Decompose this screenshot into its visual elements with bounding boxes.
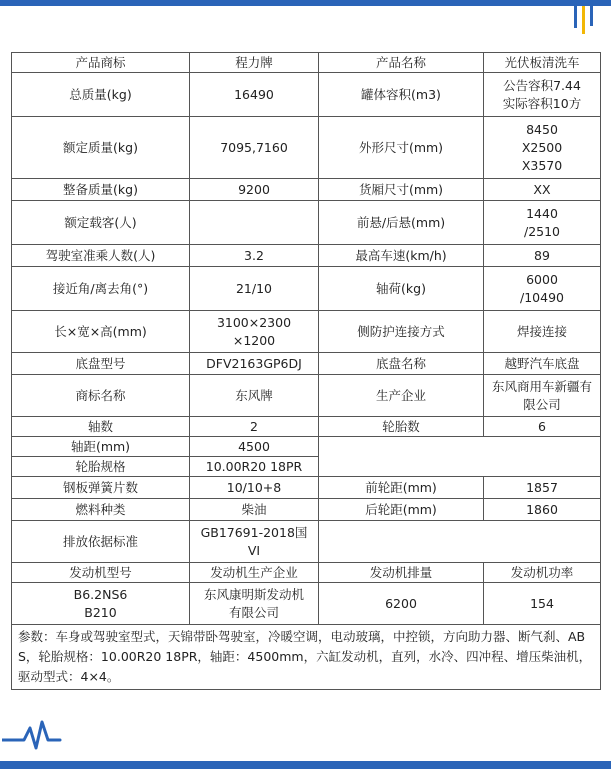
table-cell: 轴荷(kg): [319, 267, 484, 311]
table-cell: 罐体容积(m3): [319, 73, 484, 117]
table-cell: B6.2NS6 B210: [12, 583, 190, 625]
table-cell: 1440 /2510: [484, 201, 601, 245]
table-cell: 生产企业: [319, 375, 484, 417]
table-cell: 燃料种类: [12, 499, 190, 521]
table-cell: 1860: [484, 499, 601, 521]
table-cell: 发动机排量: [319, 563, 484, 583]
table-cell: 前轮距(mm): [319, 477, 484, 499]
table-row: [12, 179, 601, 201]
table-row: [12, 117, 601, 179]
table-row: [12, 201, 601, 245]
table-cell: 6000 /10490: [484, 267, 601, 311]
table-row: [12, 245, 601, 267]
table-cell: 1857: [484, 477, 601, 499]
table-row: [12, 563, 601, 583]
table-row: [12, 625, 601, 690]
table-row: [12, 311, 601, 353]
notes-cell: 参数：车身或驾驶室型式，天锦带卧驾驶室，冷暖空调，电动玻璃，中控锁，方向助力器、断气刹、ABS，轮胎规格：10.00R20 18PR，轴距：4500mm，六缸发动机，直列，水冷、四冲程、增压柴油机，驱动型式：4×4。: [12, 625, 601, 690]
table-cell: 货厢尺寸(mm): [319, 179, 484, 201]
table-cell: 89: [484, 245, 601, 267]
table-cell: 柴油: [190, 499, 319, 521]
table-cell: 排放依据标准: [12, 521, 190, 563]
table-cell: 21/10: [190, 267, 319, 311]
table-cell: 侧防护连接方式: [319, 311, 484, 353]
table-row: [12, 53, 601, 73]
bars-icon: [568, 6, 604, 34]
table-cell: 光伏板清洗车: [484, 53, 601, 73]
table-row: [12, 375, 601, 417]
table-cell: [190, 201, 319, 245]
table-cell: 东风康明斯发动机 有限公司: [190, 583, 319, 625]
table-cell: 最高车速(km/h): [319, 245, 484, 267]
table-cell: XX: [484, 179, 601, 201]
table-cell: 商标名称: [12, 375, 190, 417]
table-cell: 东风牌: [190, 375, 319, 417]
table-cell: 轮胎数: [319, 417, 484, 437]
table-cell: 8450 X2500 X3570: [484, 117, 601, 179]
table-cell: 底盘名称: [319, 353, 484, 375]
top-accent-bar: [0, 0, 611, 6]
table-cell: 后轮距(mm): [319, 499, 484, 521]
table-cell: [319, 437, 601, 477]
table-cell: 3100×2300 ×1200: [190, 311, 319, 353]
table-row: [12, 437, 601, 457]
table-cell: 发动机型号: [12, 563, 190, 583]
table-cell: 6200: [319, 583, 484, 625]
table-cell: 轮胎规格: [12, 457, 190, 477]
table-cell: 6: [484, 417, 601, 437]
table-cell: 9200: [190, 179, 319, 201]
table-cell: 154: [484, 583, 601, 625]
table-cell: 发动机生产企业: [190, 563, 319, 583]
table-cell: 前悬/后悬(mm): [319, 201, 484, 245]
table-cell: 公告容积7.44 实际容积10方: [484, 73, 601, 117]
table-cell: 整备质量(kg): [12, 179, 190, 201]
heartbeat-line-icon: [2, 714, 62, 754]
table-cell: 焊接连接: [484, 311, 601, 353]
table-cell: 额定质量(kg): [12, 117, 190, 179]
bottom-accent-bar: [0, 761, 611, 769]
table-cell: 7095,7160: [190, 117, 319, 179]
table-cell: DFV2163GP6DJ: [190, 353, 319, 375]
table-cell: 钢板弹簧片数: [12, 477, 190, 499]
table-cell: 4500: [190, 437, 319, 457]
table-row: [12, 353, 601, 375]
table-cell: 程力牌: [190, 53, 319, 73]
table-cell: 接近角/离去角(°): [12, 267, 190, 311]
table-cell: 产品名称: [319, 53, 484, 73]
table-cell: 外形尺寸(mm): [319, 117, 484, 179]
spec-table: [11, 52, 601, 690]
table-cell: 轴数: [12, 417, 190, 437]
table-row: [12, 521, 601, 563]
table-cell: 总质量(kg): [12, 73, 190, 117]
table-cell: 发动机功率: [484, 563, 601, 583]
table-cell: 东风商用车新疆有 限公司: [484, 375, 601, 417]
table-cell: [319, 521, 601, 563]
table-row: [12, 499, 601, 521]
table-cell: 越野汽车底盘: [484, 353, 601, 375]
table-cell: 16490: [190, 73, 319, 117]
table-cell: 底盘型号: [12, 353, 190, 375]
table-row: [12, 267, 601, 311]
table-row: [12, 73, 601, 117]
table-cell: 产品商标: [12, 53, 190, 73]
table-cell: 长×宽×高(mm): [12, 311, 190, 353]
table-cell: 2: [190, 417, 319, 437]
table-cell: 驾驶室准乘人数(人): [12, 245, 190, 267]
table-cell: 轴距(mm): [12, 437, 190, 457]
table-cell: GB17691-2018国 VI: [190, 521, 319, 563]
table-cell: 3.2: [190, 245, 319, 267]
table-row: [12, 477, 601, 499]
table-row: [12, 417, 601, 437]
table-row: [12, 583, 601, 625]
table-cell: 10.00R20 18PR: [190, 457, 319, 477]
table-cell: 10/10+8: [190, 477, 319, 499]
table-cell: 额定载客(人): [12, 201, 190, 245]
